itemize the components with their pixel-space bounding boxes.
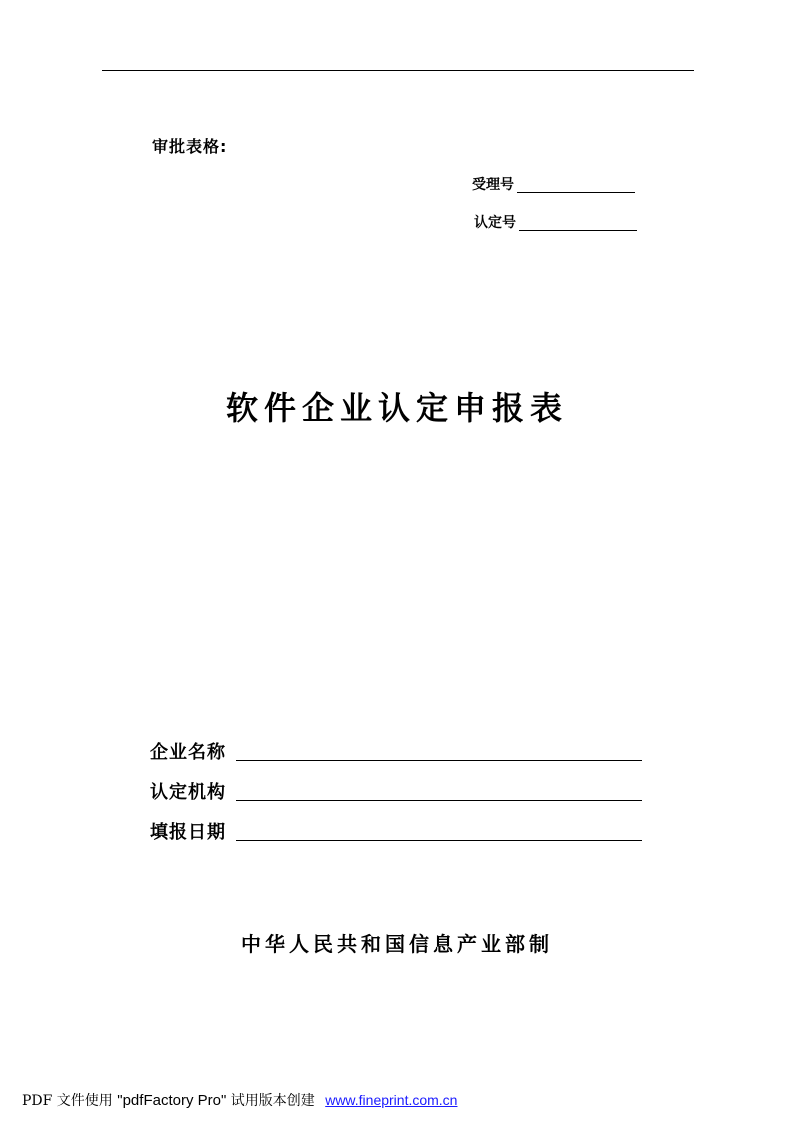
certification-number-row xyxy=(474,212,637,232)
footer-prefix: PDF 文件使用 xyxy=(22,1093,113,1109)
acceptance-number-blank[interactable] xyxy=(517,192,635,193)
issuing-ministry: 中华人民共和国信息产业部制 xyxy=(241,932,553,956)
document-title: 软件企业认定申报表 xyxy=(225,389,568,427)
fill-date-label: 填报日期 xyxy=(150,822,226,843)
footer-product-name: "pdfFactory Pro" xyxy=(117,1092,227,1109)
acceptance-number-row xyxy=(472,174,635,194)
certification-agency-label: 认定机构 xyxy=(150,782,226,803)
certification-agency-blank[interactable] xyxy=(236,800,642,801)
company-name-blank[interactable] xyxy=(236,760,642,761)
fill-date-blank[interactable] xyxy=(236,840,642,841)
acceptance-number-label: 受理号 xyxy=(472,177,514,193)
certification-number-label: 认定号 xyxy=(474,215,516,231)
approval-form-label: 审批表格: xyxy=(152,137,228,156)
footer-middle: 试用版本创建 xyxy=(230,1093,315,1109)
company-name-row xyxy=(150,738,642,764)
footer-website-link[interactable]: www.fineprint.com.cn xyxy=(325,1092,458,1108)
certification-number-blank[interactable] xyxy=(519,230,637,231)
company-name-label: 企业名称 xyxy=(150,742,226,763)
certification-agency-row xyxy=(150,778,642,804)
fill-date-row xyxy=(150,818,642,844)
pdf-watermark-footer xyxy=(22,1090,457,1110)
top-horizontal-rule xyxy=(102,70,694,71)
